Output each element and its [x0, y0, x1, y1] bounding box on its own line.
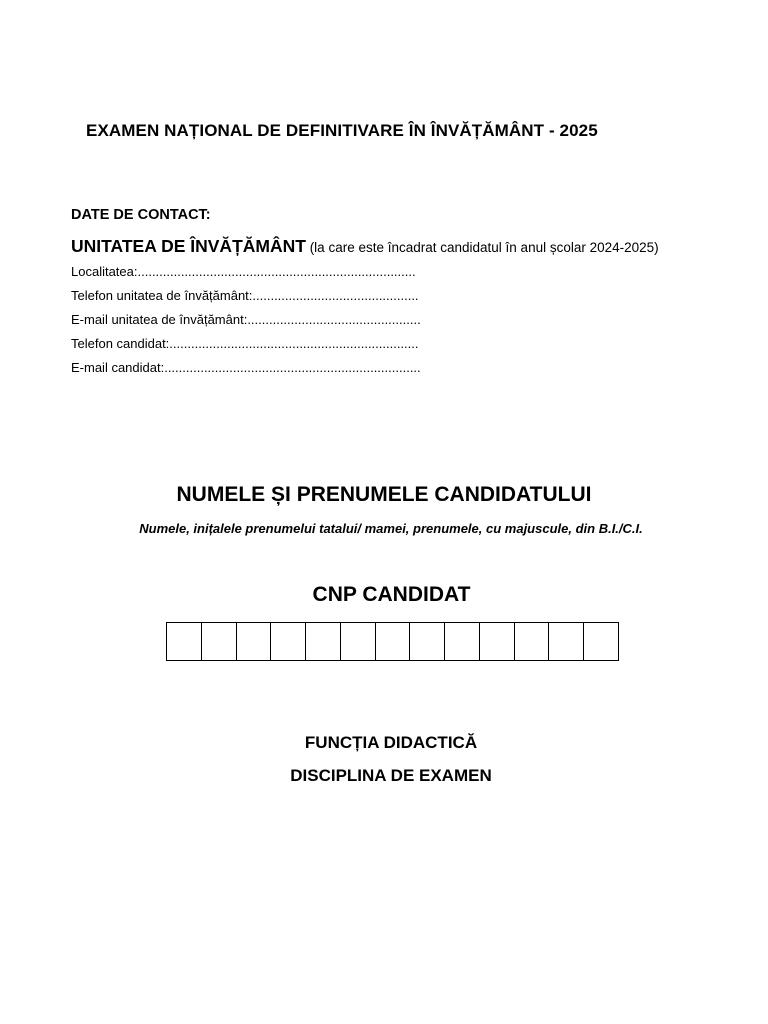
- field-candidate-phone[interactable]: Telefon candidat:.....................................................................: [71, 336, 419, 351]
- cnp-grid: [166, 622, 619, 661]
- field-unit-email[interactable]: E-mail unitatea de învățământ:................................................: [71, 312, 421, 327]
- cnp-cell[interactable]: [341, 623, 376, 660]
- function-heading: FUNCȚIA DIDACTICĂ: [304, 733, 478, 752]
- discipline-heading: DISCIPLINA DE EXAMEN: [290, 766, 492, 785]
- field-unit-phone[interactable]: Telefon unitatea de învățământ:..............................................: [71, 288, 419, 303]
- cnp-cell[interactable]: [515, 623, 550, 660]
- candidate-name-instructions: Numele, inițalele prenumelui tatalui/ mamei, prenumele, cu majuscule, din B.I./C.I.: [139, 521, 643, 536]
- cnp-cell[interactable]: [445, 623, 480, 660]
- cnp-cell[interactable]: [376, 623, 411, 660]
- field-candidate-email[interactable]: E-mail candidat:.......................................................................: [71, 360, 421, 375]
- field-locality[interactable]: Localitatea:.............................................................................: [71, 264, 416, 279]
- unit-heading-note: (la care este încadrat candidatul în anul școlar 2024-2025): [305, 240, 659, 255]
- cnp-cell[interactable]: [584, 623, 619, 660]
- cnp-cell[interactable]: [167, 623, 202, 660]
- unit-heading-main: UNITATEA DE ÎNVĂȚĂMÂNT: [71, 236, 306, 256]
- cnp-cell[interactable]: [410, 623, 445, 660]
- unit-heading: [71, 236, 659, 257]
- candidate-name-heading: NUMELE ȘI PRENUMELE CANDIDATULUI: [176, 483, 592, 506]
- cnp-cell[interactable]: [306, 623, 341, 660]
- cnp-cell[interactable]: [202, 623, 237, 660]
- cnp-cell[interactable]: [480, 623, 515, 660]
- cnp-heading: CNP CANDIDAT: [312, 583, 471, 606]
- cnp-cell[interactable]: [237, 623, 272, 660]
- cnp-cell[interactable]: [549, 623, 584, 660]
- exam-title: EXAMEN NAȚIONAL DE DEFINITIVARE ÎN ÎNVĂȚĂMÂNT - 2025: [86, 121, 598, 140]
- cnp-cell[interactable]: [271, 623, 306, 660]
- contact-heading: DATE DE CONTACT:: [71, 207, 211, 223]
